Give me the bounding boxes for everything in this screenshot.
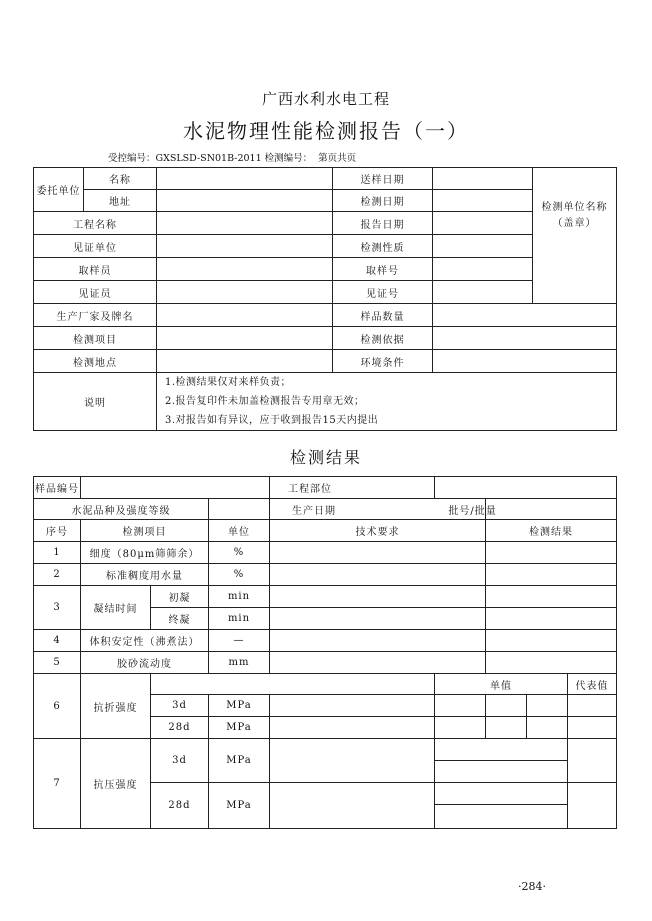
batch-no-label: 批号/批量 — [448, 505, 497, 517]
witness-label: 见证员 — [34, 281, 157, 304]
row3-sub1: 初凝 — [151, 586, 209, 608]
row6-unit1: MPa — [209, 695, 270, 717]
test-location-value[interactable] — [157, 350, 333, 373]
row6-unit2: MPa — [209, 717, 270, 739]
row5-req[interactable] — [270, 652, 486, 674]
row6-v2b[interactable] — [486, 717, 527, 739]
sample-no-value[interactable] — [433, 258, 533, 281]
witness-unit-label: 见证单位 — [34, 235, 157, 258]
manufacturer-label: 生产厂家及牌名 — [34, 304, 157, 327]
control-number: 受控编号：GXSLSD-SN01B-2011 检测编号： — [108, 153, 313, 164]
environment-value[interactable] — [433, 350, 617, 373]
row1-seq: 1 — [34, 542, 81, 564]
row3-seq: 3 — [34, 586, 81, 630]
row3-req1[interactable] — [270, 586, 486, 608]
row2-seq: 2 — [34, 564, 81, 586]
test-date-value[interactable] — [433, 190, 533, 212]
client-unit-label: 委托单位 — [34, 168, 84, 212]
address-label: 地址 — [84, 190, 157, 212]
environment-label: 环境条件 — [333, 350, 433, 373]
report-date-label: 报告日期 — [333, 212, 433, 235]
row6-req2[interactable] — [270, 717, 435, 739]
row4-req[interactable] — [270, 630, 486, 652]
project-part-value[interactable] — [435, 477, 617, 499]
row2-unit: % — [209, 564, 270, 586]
remarks-label: 说明 — [34, 373, 157, 431]
row7-age2: 28d — [151, 783, 209, 829]
col-unit-header: 单位 — [209, 520, 270, 542]
row6-v1a[interactable] — [435, 695, 486, 717]
row7-v2a[interactable] — [435, 783, 568, 805]
sample-qty-value[interactable] — [433, 304, 617, 327]
row7-seq: 7 — [34, 739, 81, 829]
row6-rep2[interactable] — [568, 717, 617, 739]
batch-no-value[interactable] — [486, 499, 617, 520]
col-req-header: 技术要求 — [270, 520, 486, 542]
row6-v1b[interactable] — [486, 695, 527, 717]
row1-item: 细度（80μm筛筛余） — [81, 542, 209, 564]
row3-sub2: 终凝 — [151, 608, 209, 630]
manufacturer-value[interactable] — [157, 304, 333, 327]
row6-item: 抗折强度 — [81, 674, 151, 739]
address-value[interactable] — [157, 190, 333, 212]
row6-age2: 28d — [151, 717, 209, 739]
lab-unit-cell — [533, 168, 617, 304]
info-table — [33, 167, 617, 431]
row3-result2[interactable] — [486, 608, 617, 630]
project-part-label: 工程部位 — [270, 477, 435, 499]
row5-result[interactable] — [486, 652, 617, 674]
row6-v2a[interactable] — [435, 717, 486, 739]
row4-item: 体积安定性（沸煮法） — [81, 630, 209, 652]
witness-value[interactable] — [157, 281, 333, 304]
report-date-value[interactable] — [433, 212, 533, 235]
row3-unit1: min — [209, 586, 270, 608]
sample-code-label: 样品编号 — [34, 477, 81, 499]
row6-rep1[interactable] — [568, 695, 617, 717]
test-basis-value[interactable] — [433, 327, 617, 350]
witness-no-label: 见证号 — [333, 281, 433, 304]
test-nature-value[interactable] — [433, 235, 533, 258]
row2-item: 标准稠度用水量 — [81, 564, 209, 586]
witness-unit-value[interactable] — [157, 235, 333, 258]
row4-unit: — — [209, 630, 270, 652]
row2-result[interactable] — [486, 564, 617, 586]
row5-item: 胶砂流动度 — [81, 652, 209, 674]
col-seq-header: 序号 — [34, 520, 81, 542]
row7-item: 抗压强度 — [81, 739, 151, 829]
row6-seq: 6 — [34, 674, 81, 739]
cement-type-value[interactable] — [209, 499, 270, 520]
row7-v1b[interactable] — [435, 761, 568, 783]
row7-age1: 3d — [151, 739, 209, 783]
col-item-header: 检测项目 — [81, 520, 209, 542]
sampler-label: 取样员 — [34, 258, 157, 281]
control-line — [108, 150, 356, 164]
name-label: 名称 — [84, 168, 157, 190]
name-value[interactable] — [157, 168, 333, 190]
row4-result[interactable] — [486, 630, 617, 652]
production-date-cell — [270, 499, 497, 520]
test-items-label: 检测项目 — [34, 327, 157, 350]
project-name-value[interactable] — [157, 212, 333, 235]
row3-unit2: min — [209, 608, 270, 630]
sample-no-label: 取样号 — [333, 258, 433, 281]
lab-unit-name: 检测单位名称 — [541, 202, 608, 213]
row7-req1[interactable] — [270, 739, 435, 783]
row6-blank — [151, 674, 435, 695]
row6-v1c[interactable] — [527, 695, 568, 717]
row3-item: 凝结时间 — [81, 586, 151, 630]
row1-unit: % — [209, 542, 270, 564]
note-2: 2.报告复印件未加盖检测报告专用章无效； — [165, 396, 365, 407]
row5-seq: 5 — [34, 652, 81, 674]
page-number: ·284· — [518, 880, 546, 893]
results-table — [33, 476, 617, 829]
report-title: 水泥物理性能检测报告（一） — [183, 119, 469, 143]
row6-age1: 3d — [151, 695, 209, 717]
note-3: 3.对报告如有异议，应于收到报告15天内提出 — [165, 415, 379, 426]
results-heading: 检测结果 — [289, 448, 362, 467]
row7-unit2: MPa — [209, 783, 270, 829]
row3-result1[interactable] — [486, 586, 617, 608]
row4-seq: 4 — [34, 630, 81, 652]
witness-no-value[interactable] — [433, 281, 533, 304]
row2-req[interactable] — [270, 564, 486, 586]
row5-unit: mm — [209, 652, 270, 674]
col-result-header: 检测结果 — [486, 520, 617, 542]
send-date-label: 送样日期 — [333, 168, 433, 190]
sampler-value[interactable] — [157, 258, 333, 281]
note-1: 1.检测结果仅对来样负责； — [165, 377, 292, 388]
production-date-label: 生产日期 — [292, 505, 337, 517]
test-items-value[interactable] — [157, 327, 333, 350]
representative-header: 代表值 — [568, 674, 617, 695]
row7-unit1: MPa — [209, 739, 270, 783]
sample-code-value[interactable] — [81, 477, 270, 499]
send-date-value[interactable] — [433, 168, 533, 190]
row1-result[interactable] — [486, 542, 617, 564]
lab-unit-stamp: （盖章） — [552, 218, 597, 229]
test-date-label: 检测日期 — [333, 190, 433, 212]
row1-req[interactable] — [270, 542, 486, 564]
project-name-label: 工程名称 — [34, 212, 157, 235]
single-value-header: 单值 — [435, 674, 568, 695]
test-nature-label: 检测性质 — [333, 235, 433, 258]
row7-v1a[interactable] — [435, 739, 568, 761]
organization-name: 广西水利水电工程 — [261, 90, 390, 108]
row3-req2[interactable] — [270, 608, 486, 630]
row7-rep2[interactable] — [568, 783, 617, 829]
row6-v2c[interactable] — [527, 717, 568, 739]
row6-req1[interactable] — [270, 695, 435, 717]
page-info: 第页共页 — [318, 153, 357, 164]
row7-v2b[interactable] — [435, 805, 568, 829]
row7-rep1[interactable] — [568, 739, 617, 783]
remarks-notes — [157, 373, 617, 431]
sample-qty-label: 样品数量 — [333, 304, 433, 327]
test-location-label: 检测地点 — [34, 350, 157, 373]
cement-type-label: 水泥品种及强度等级 — [34, 499, 209, 520]
test-basis-label: 检测依据 — [333, 327, 433, 350]
row7-req2[interactable] — [270, 783, 435, 829]
